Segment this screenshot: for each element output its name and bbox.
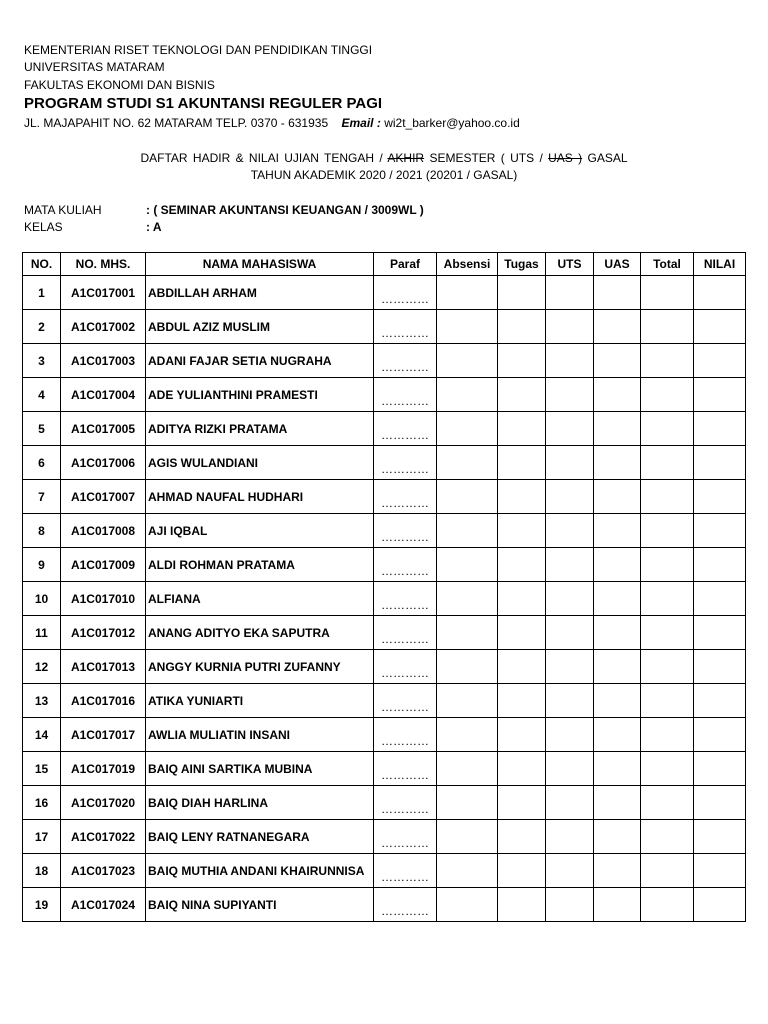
tugas-cell — [498, 616, 546, 650]
address-line — [24, 116, 520, 130]
total-cell — [641, 820, 694, 854]
uts-cell — [546, 888, 594, 922]
address-text: JL. MAJAPAHIT NO. 62 MATARAM TELP. 0370 - 631935 — [24, 116, 329, 130]
table-row — [23, 820, 746, 854]
table-row — [23, 344, 746, 378]
table-row — [23, 752, 746, 786]
uas-cell — [594, 378, 641, 412]
absensi-cell — [437, 344, 498, 378]
uas-cell — [594, 514, 641, 548]
student-name: ABDILLAH ARHAM — [146, 276, 374, 310]
uts-cell — [546, 276, 594, 310]
student-id: A1C017013 — [61, 650, 146, 684]
email-address: wi2t_barker@yahoo.co.id — [384, 116, 520, 130]
student-name: ALDI ROHMAN PRATAMA — [146, 548, 374, 582]
tugas-cell — [498, 650, 546, 684]
uts-cell — [546, 548, 594, 582]
paraf-cell — [374, 378, 437, 412]
absensi-cell — [437, 684, 498, 718]
paraf-placeholder: ………… — [381, 292, 429, 306]
absensi-cell — [437, 786, 498, 820]
student-id: A1C017016 — [61, 684, 146, 718]
absensi-cell — [437, 446, 498, 480]
absensi-cell — [437, 718, 498, 752]
uts-cell — [546, 684, 594, 718]
row-number: 6 — [23, 446, 61, 480]
paraf-placeholder: ………… — [381, 530, 429, 544]
uas-cell — [594, 888, 641, 922]
attendance-grade-table — [22, 252, 746, 922]
university-name: UNIVERSITAS MATARAM — [24, 60, 165, 74]
total-cell — [641, 514, 694, 548]
paraf-cell — [374, 548, 437, 582]
student-id: A1C017023 — [61, 854, 146, 888]
row-number: 4 — [23, 378, 61, 412]
uas-cell — [594, 344, 641, 378]
nilai-cell — [694, 616, 746, 650]
paraf-cell — [374, 820, 437, 854]
total-cell — [641, 412, 694, 446]
row-number: 10 — [23, 582, 61, 616]
tugas-cell — [498, 854, 546, 888]
paraf-cell — [374, 888, 437, 922]
absensi-cell — [437, 854, 498, 888]
absensi-cell — [437, 650, 498, 684]
row-number: 14 — [23, 718, 61, 752]
student-name: BAIQ DIAH HARLINA — [146, 786, 374, 820]
table-row — [23, 276, 746, 310]
tugas-cell — [498, 480, 546, 514]
uas-cell — [594, 582, 641, 616]
absensi-cell — [437, 820, 498, 854]
nilai-cell — [694, 752, 746, 786]
table-row — [23, 854, 746, 888]
col-header-paraf: Paraf — [374, 253, 437, 276]
title-uas-struck: UAS ) — [548, 151, 583, 165]
table-header-row — [23, 253, 746, 276]
table-row — [23, 514, 746, 548]
student-id: A1C017004 — [61, 378, 146, 412]
nilai-cell — [694, 378, 746, 412]
table-row — [23, 446, 746, 480]
uas-cell — [594, 820, 641, 854]
student-name: AWLIA MULIATIN INSANI — [146, 718, 374, 752]
uas-cell — [594, 276, 641, 310]
tugas-cell — [498, 310, 546, 344]
uas-cell — [594, 650, 641, 684]
paraf-placeholder: ………… — [381, 870, 429, 884]
row-number: 16 — [23, 786, 61, 820]
paraf-cell — [374, 582, 437, 616]
nilai-cell — [694, 582, 746, 616]
student-name: ADE YULIANTHINI PRAMESTI — [146, 378, 374, 412]
total-cell — [641, 276, 694, 310]
row-number: 2 — [23, 310, 61, 344]
table-row — [23, 310, 746, 344]
uas-cell — [594, 786, 641, 820]
row-number: 17 — [23, 820, 61, 854]
paraf-placeholder: ………… — [381, 768, 429, 782]
uts-cell — [546, 718, 594, 752]
uas-cell — [594, 310, 641, 344]
paraf-placeholder: ………… — [381, 666, 429, 680]
tugas-cell — [498, 276, 546, 310]
uts-cell — [546, 344, 594, 378]
paraf-cell — [374, 480, 437, 514]
absensi-cell — [437, 412, 498, 446]
paraf-cell — [374, 854, 437, 888]
paraf-cell — [374, 684, 437, 718]
paraf-placeholder: ………… — [381, 394, 429, 408]
tugas-cell — [498, 378, 546, 412]
table-row — [23, 480, 746, 514]
nilai-cell — [694, 684, 746, 718]
row-number: 7 — [23, 480, 61, 514]
total-cell — [641, 378, 694, 412]
paraf-cell — [374, 752, 437, 786]
nilai-cell — [694, 650, 746, 684]
table-row — [23, 582, 746, 616]
row-number: 1 — [23, 276, 61, 310]
title-part-3: GASAL — [587, 151, 628, 165]
nilai-cell — [694, 548, 746, 582]
table-row — [23, 888, 746, 922]
paraf-cell — [374, 276, 437, 310]
paraf-placeholder: ………… — [381, 836, 429, 850]
total-cell — [641, 650, 694, 684]
student-id: A1C017007 — [61, 480, 146, 514]
student-name: BAIQ NINA SUPIYANTI — [146, 888, 374, 922]
student-name: ALFIANA — [146, 582, 374, 616]
uts-cell — [546, 650, 594, 684]
total-cell — [641, 582, 694, 616]
paraf-placeholder: ………… — [381, 632, 429, 646]
student-id: A1C017002 — [61, 310, 146, 344]
student-name: AGIS WULANDIANI — [146, 446, 374, 480]
nilai-cell — [694, 888, 746, 922]
uas-cell — [594, 412, 641, 446]
col-header-name: NAMA MAHASISWA — [146, 253, 374, 276]
table-row — [23, 548, 746, 582]
absensi-cell — [437, 276, 498, 310]
total-cell — [641, 684, 694, 718]
tugas-cell — [498, 752, 546, 786]
absensi-cell — [437, 582, 498, 616]
tugas-cell — [498, 446, 546, 480]
uas-cell — [594, 616, 641, 650]
nilai-cell — [694, 514, 746, 548]
nilai-cell — [694, 718, 746, 752]
student-id: A1C017020 — [61, 786, 146, 820]
tugas-cell — [498, 684, 546, 718]
tugas-cell — [498, 514, 546, 548]
student-name: AHMAD NAUFAL HUDHARI — [146, 480, 374, 514]
tugas-cell — [498, 548, 546, 582]
academic-year: TAHUN AKADEMIK 2020 / 2021 (20201 / GASAL) — [250, 168, 518, 182]
row-number: 13 — [23, 684, 61, 718]
tugas-cell — [498, 786, 546, 820]
student-name: ABDUL AZIZ MUSLIM — [146, 310, 374, 344]
class-label: KELAS — [24, 220, 63, 234]
absensi-cell — [437, 888, 498, 922]
nilai-cell — [694, 412, 746, 446]
uts-cell — [546, 412, 594, 446]
table-row — [23, 378, 746, 412]
program-name: PROGRAM STUDI S1 AKUNTANSI REGULER PAGI — [24, 95, 383, 112]
table-row — [23, 412, 746, 446]
paraf-cell — [374, 446, 437, 480]
title-part-1: DAFTAR HADIR & NILAI UJIAN TENGAH / — [140, 151, 383, 165]
student-id: A1C017010 — [61, 582, 146, 616]
student-id: A1C017022 — [61, 820, 146, 854]
paraf-placeholder: ………… — [381, 598, 429, 612]
row-number: 19 — [23, 888, 61, 922]
col-header-total: Total — [641, 253, 694, 276]
uas-cell — [594, 854, 641, 888]
course-info — [24, 203, 424, 217]
tugas-cell — [498, 582, 546, 616]
nilai-cell — [694, 446, 746, 480]
paraf-placeholder: ………… — [381, 700, 429, 714]
absensi-cell — [437, 548, 498, 582]
uts-cell — [546, 378, 594, 412]
uas-cell — [594, 548, 641, 582]
total-cell — [641, 480, 694, 514]
paraf-cell — [374, 514, 437, 548]
col-header-nim: NO. MHS. — [61, 253, 146, 276]
student-name: ANANG ADITYO EKA SAPUTRA — [146, 616, 374, 650]
col-header-no: NO. — [23, 253, 61, 276]
absensi-cell — [437, 310, 498, 344]
total-cell — [641, 446, 694, 480]
col-header-absensi: Absensi — [437, 253, 498, 276]
paraf-cell — [374, 718, 437, 752]
paraf-cell — [374, 310, 437, 344]
paraf-placeholder: ………… — [381, 904, 429, 918]
title-part-2: SEMESTER ( UTS / — [429, 151, 543, 165]
nilai-cell — [694, 276, 746, 310]
uts-cell — [546, 310, 594, 344]
total-cell — [641, 854, 694, 888]
paraf-cell — [374, 786, 437, 820]
row-number: 9 — [23, 548, 61, 582]
tugas-cell — [498, 888, 546, 922]
row-number: 5 — [23, 412, 61, 446]
table-row — [23, 786, 746, 820]
table-row — [23, 616, 746, 650]
nilai-cell — [694, 820, 746, 854]
paraf-placeholder: ………… — [381, 360, 429, 374]
total-cell — [641, 786, 694, 820]
student-name: BAIQ MUTHIA ANDANI KHAIRUNNISA — [146, 854, 374, 888]
document-title — [0, 151, 768, 165]
class-info — [24, 220, 162, 234]
uas-cell — [594, 480, 641, 514]
paraf-placeholder: ………… — [381, 496, 429, 510]
uts-cell — [546, 616, 594, 650]
uts-cell — [546, 514, 594, 548]
course-label: MATA KULIAH — [24, 203, 102, 217]
tugas-cell — [498, 820, 546, 854]
row-number: 18 — [23, 854, 61, 888]
student-id: A1C017024 — [61, 888, 146, 922]
absensi-cell — [437, 514, 498, 548]
student-id: A1C017009 — [61, 548, 146, 582]
student-id: A1C017005 — [61, 412, 146, 446]
paraf-placeholder: ………… — [381, 734, 429, 748]
student-name: ADANI FAJAR SETIA NUGRAHA — [146, 344, 374, 378]
paraf-cell — [374, 412, 437, 446]
total-cell — [641, 310, 694, 344]
total-cell — [641, 548, 694, 582]
col-header-nilai: NILAI — [694, 253, 746, 276]
student-name: BAIQ LENY RATNANEGARA — [146, 820, 374, 854]
uts-cell — [546, 582, 594, 616]
total-cell — [641, 752, 694, 786]
absensi-cell — [437, 616, 498, 650]
nilai-cell — [694, 310, 746, 344]
uas-cell — [594, 684, 641, 718]
student-name: BAIQ AINI SARTIKA MUBINA — [146, 752, 374, 786]
course-value: : ( SEMINAR AKUNTANSI KEUANGAN / 3009WL ) — [146, 203, 424, 217]
student-name: ATIKA YUNIARTI — [146, 684, 374, 718]
table-row — [23, 684, 746, 718]
paraf-placeholder: ………… — [381, 564, 429, 578]
col-header-tugas: Tugas — [498, 253, 546, 276]
nilai-cell — [694, 344, 746, 378]
title-akhir-struck: AKHIR — [387, 151, 425, 165]
uas-cell — [594, 752, 641, 786]
student-name: ADITYA RIZKI PRATAMA — [146, 412, 374, 446]
total-cell — [641, 888, 694, 922]
student-id: A1C017008 — [61, 514, 146, 548]
absensi-cell — [437, 378, 498, 412]
uts-cell — [546, 446, 594, 480]
table-row — [23, 650, 746, 684]
student-id: A1C017017 — [61, 718, 146, 752]
paraf-cell — [374, 344, 437, 378]
absensi-cell — [437, 752, 498, 786]
nilai-cell — [694, 480, 746, 514]
row-number: 15 — [23, 752, 61, 786]
total-cell — [641, 616, 694, 650]
ministry-name: KEMENTERIAN RISET TEKNOLOGI DAN PENDIDIKAN TINGGI — [24, 43, 373, 57]
row-number: 12 — [23, 650, 61, 684]
student-id: A1C017003 — [61, 344, 146, 378]
paraf-placeholder: ………… — [381, 428, 429, 442]
table-row — [23, 718, 746, 752]
uts-cell — [546, 480, 594, 514]
nilai-cell — [694, 854, 746, 888]
student-id: A1C017012 — [61, 616, 146, 650]
uas-cell — [594, 718, 641, 752]
total-cell — [641, 718, 694, 752]
paraf-placeholder: ………… — [381, 802, 429, 816]
row-number: 3 — [23, 344, 61, 378]
class-value: : A — [146, 220, 162, 234]
student-id: A1C017006 — [61, 446, 146, 480]
uts-cell — [546, 752, 594, 786]
email-label: Email : — [341, 116, 381, 130]
student-name: ANGGY KURNIA PUTRI ZUFANNY — [146, 650, 374, 684]
faculty-name: FAKULTAS EKONOMI DAN BISNIS — [24, 78, 215, 92]
paraf-placeholder: ………… — [381, 326, 429, 340]
col-header-uas: UAS — [594, 253, 641, 276]
student-id: A1C017019 — [61, 752, 146, 786]
uts-cell — [546, 854, 594, 888]
absensi-cell — [437, 480, 498, 514]
uts-cell — [546, 820, 594, 854]
student-name: AJI IQBAL — [146, 514, 374, 548]
paraf-cell — [374, 650, 437, 684]
tugas-cell — [498, 412, 546, 446]
tugas-cell — [498, 344, 546, 378]
total-cell — [641, 344, 694, 378]
uts-cell — [546, 786, 594, 820]
paraf-cell — [374, 616, 437, 650]
row-number: 8 — [23, 514, 61, 548]
student-id: A1C017001 — [61, 276, 146, 310]
nilai-cell — [694, 786, 746, 820]
tugas-cell — [498, 718, 546, 752]
paraf-placeholder: ………… — [381, 462, 429, 476]
uas-cell — [594, 446, 641, 480]
col-header-uts: UTS — [546, 253, 594, 276]
row-number: 11 — [23, 616, 61, 650]
